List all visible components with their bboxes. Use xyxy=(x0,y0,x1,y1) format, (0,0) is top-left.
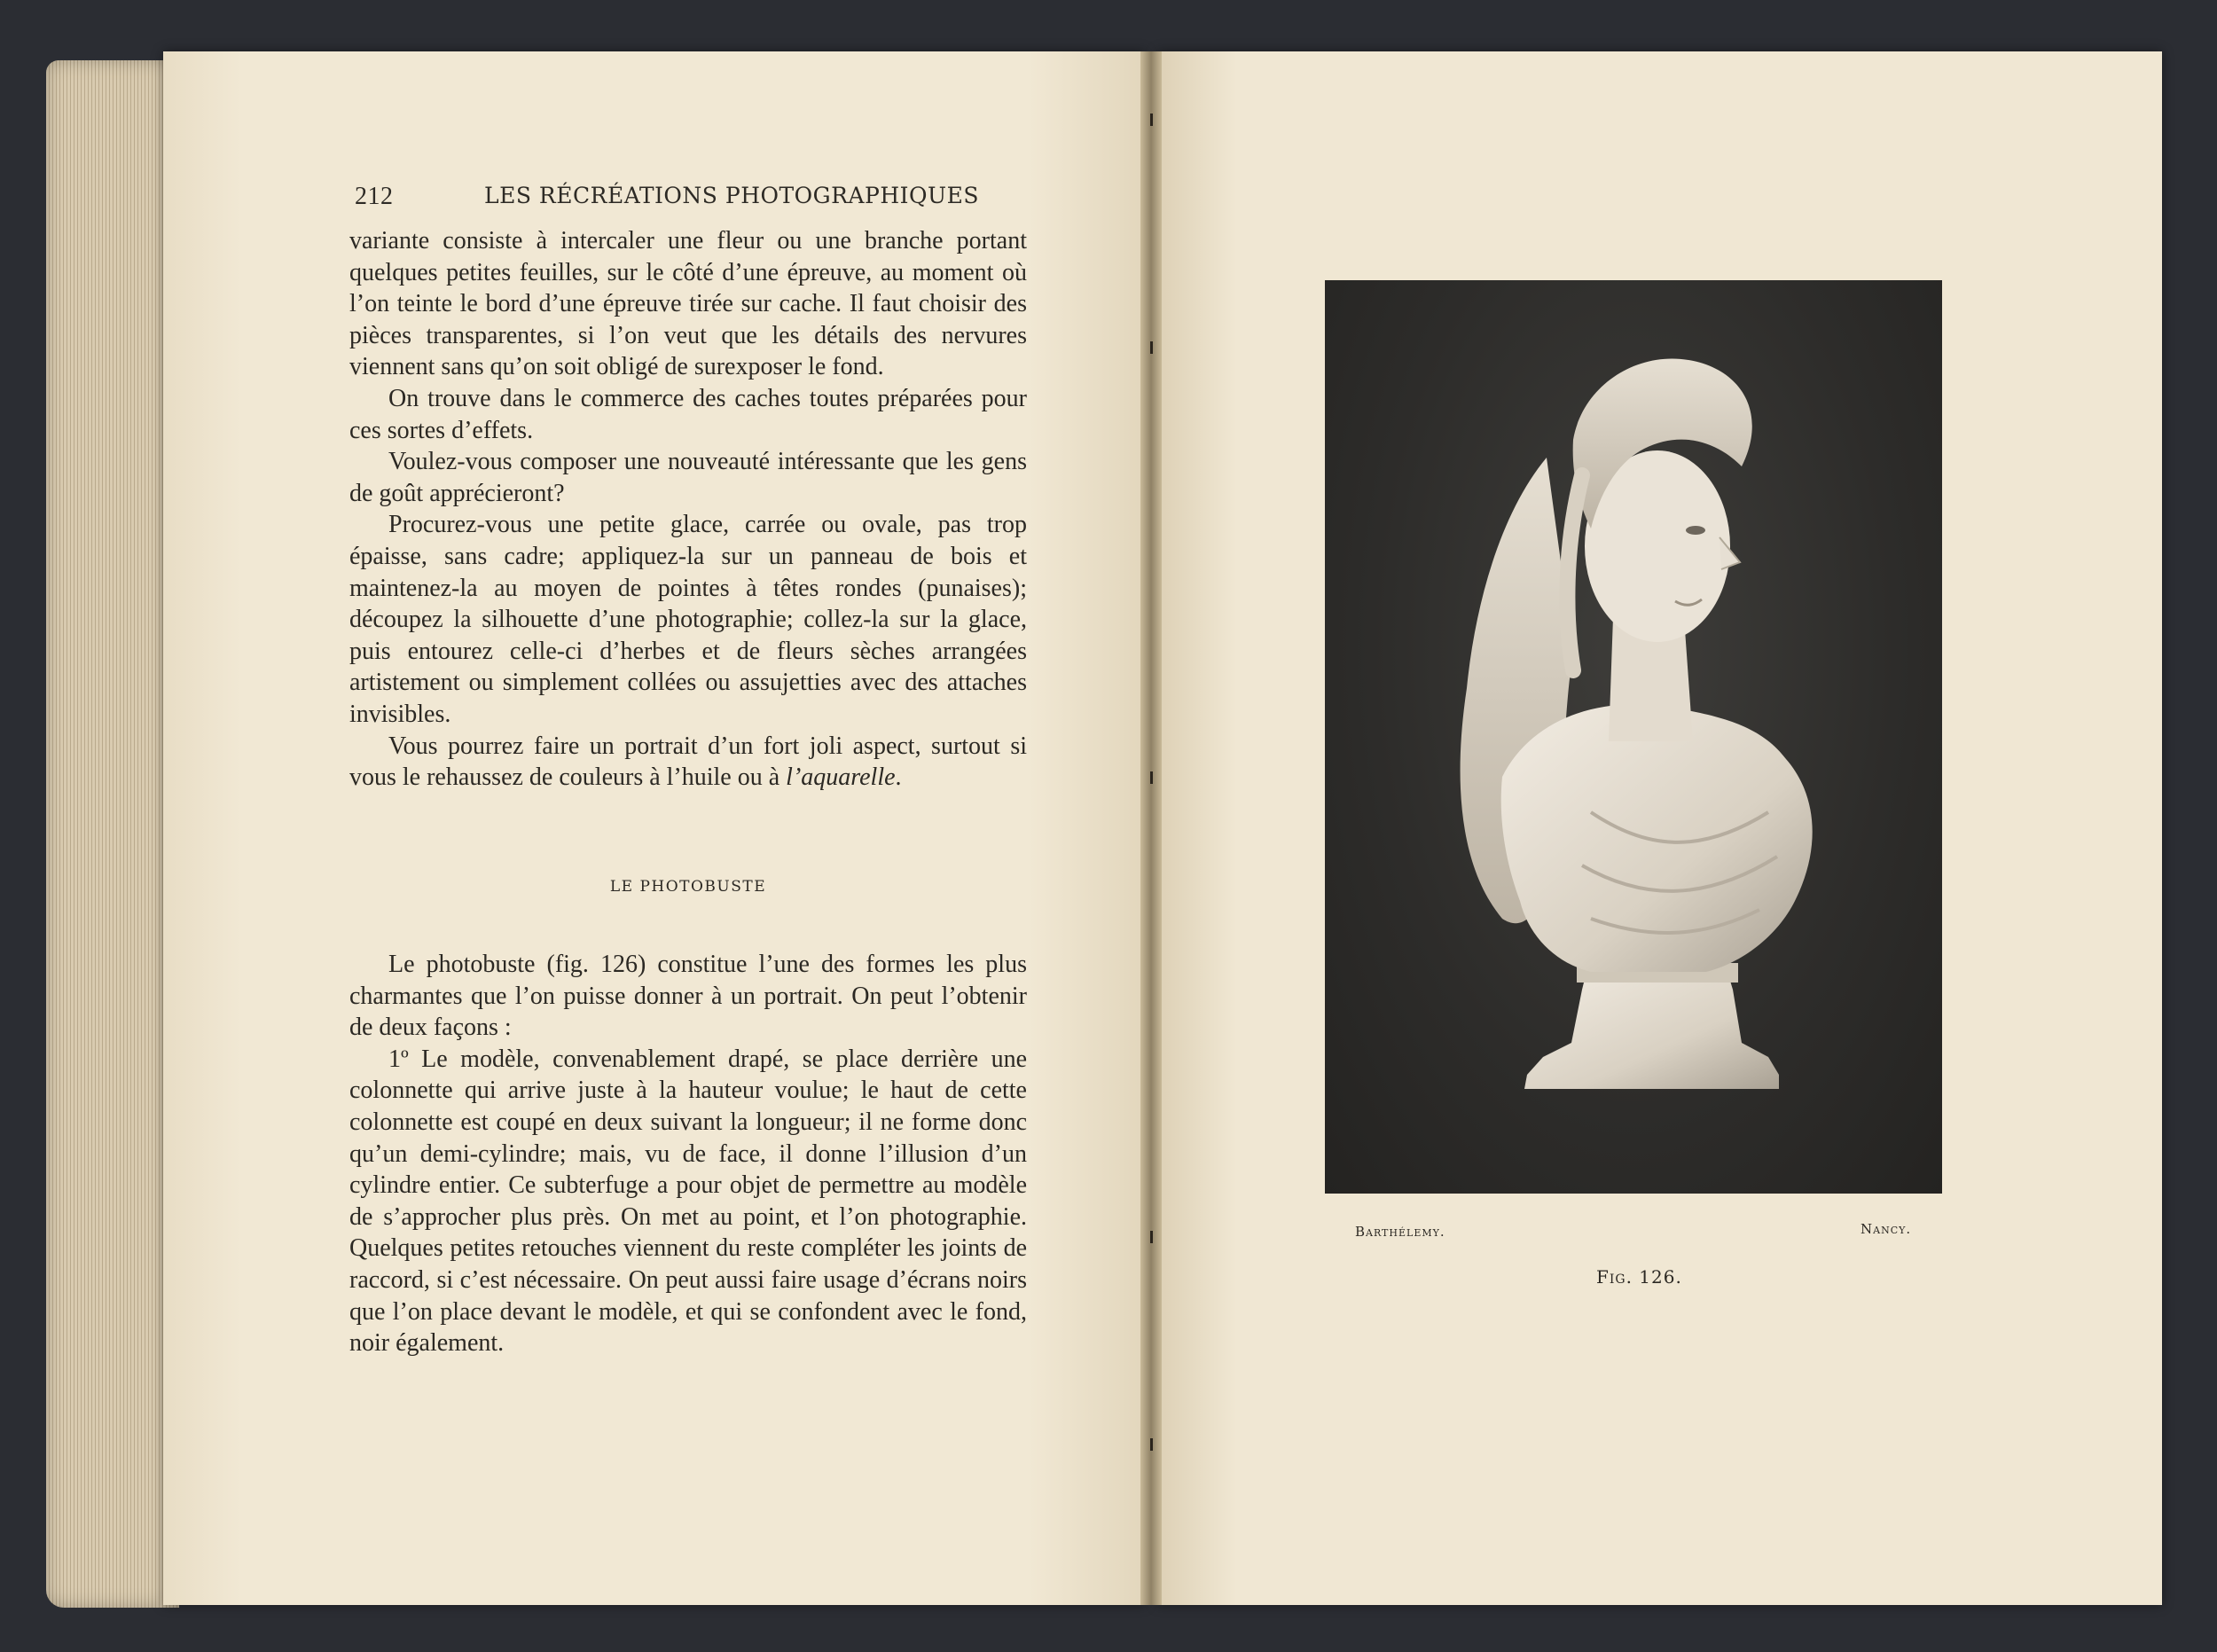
page-edges xyxy=(46,60,179,1608)
body-text-bottom xyxy=(349,949,1027,1359)
section-heading: LE PHOTOBUSTE xyxy=(609,878,767,896)
binding-stitch xyxy=(1150,114,1153,126)
bust-photograph xyxy=(1325,280,1942,1194)
paragraph: variante consiste à intercaler une fleur ou une branche portant quelques petites feuilles, sur le côté d’une épreuve, au moment où l’on teinte le bord d’une épreuve tirée sur cache. Il faut choisir des pièces transparentes, si l’on veut que les détails des nervures viennent sans qu’on soit obligé de surexposer le fond. xyxy=(349,227,1027,381)
binding-stitch xyxy=(1150,1438,1153,1451)
pedestal xyxy=(1524,972,1779,1089)
bust-illustration xyxy=(1325,280,1942,1194)
running-head-title: LES RÉCRÉATIONS PHOTOGRAPHIQUES xyxy=(484,183,979,208)
location-credit: Nancy. xyxy=(1861,1221,1912,1237)
page-number: 212 xyxy=(355,183,394,210)
binding-stitch xyxy=(1150,341,1153,354)
paragraph-text: Vous pourrez faire un portrait d’un fort joli aspect, surtout si vous le rehaussez de couleurs à l’huile ou à xyxy=(349,732,1027,792)
photographer-credit: Barthélemy. xyxy=(1355,1224,1445,1240)
paragraph: Voulez-vous composer une nouveauté intéressante que les gens de goût apprécieront? xyxy=(349,448,1027,507)
figure-label: Fig. 126. xyxy=(1596,1266,1682,1288)
paragraph: 1º Le modèle, convenablement drapé, se place derrière une colonnette qui arrive juste à la hauteur voulue; le haut de cette colonnette est coupé en deux suivant la longueur; il ne forme donc qu’un demi-cylindre; mais, vu de face, il donne l’illusion d’un cylindre entier. Ce subterfuge a pour objet de permettre au modèle de s’approcher plus près. On met au point, et l’on photographie. Quelques petites retouches viennent du reste compléter les joints de raccord, si c’est nécessaire. On peut aussi faire usage d’écrans noirs que l’on place devant le modèle, et qui se confondent avec le fond, noir également. xyxy=(349,1045,1027,1358)
binding-stitch xyxy=(1150,1231,1153,1243)
paragraph xyxy=(349,731,1027,794)
paragraph: Le photobuste (fig. 126) constitue l’une des formes les plus charmantes que l’on puisse donner à un portrait. On peut l’obtenir de deux façons : xyxy=(349,951,1027,1042)
paragraph: On trouve dans le commerce des caches toutes préparées pour ces sortes d’effets. xyxy=(349,384,1027,444)
binding-stitch xyxy=(1150,771,1153,784)
book-gutter xyxy=(1140,51,1162,1605)
body-text-top xyxy=(349,225,1027,794)
italic-term: l’aquarelle xyxy=(786,763,896,792)
paragraph-end: . xyxy=(895,763,902,792)
paragraph: Procurez-vous une petite glace, carrée ou ovale, pas trop épaisse, sans cadre; appliquez-la sur un panneau de bois et maintenez-la au moyen de pointes à têtes rondes (punaises); découpez la silhouette d’une photographie; collez-la sur la glace, puis entourez celle-ci d’herbes et de fleurs sèches arrangées artistement ou simplement collées ou assujetties avec des attaches invisibles. xyxy=(349,511,1027,728)
